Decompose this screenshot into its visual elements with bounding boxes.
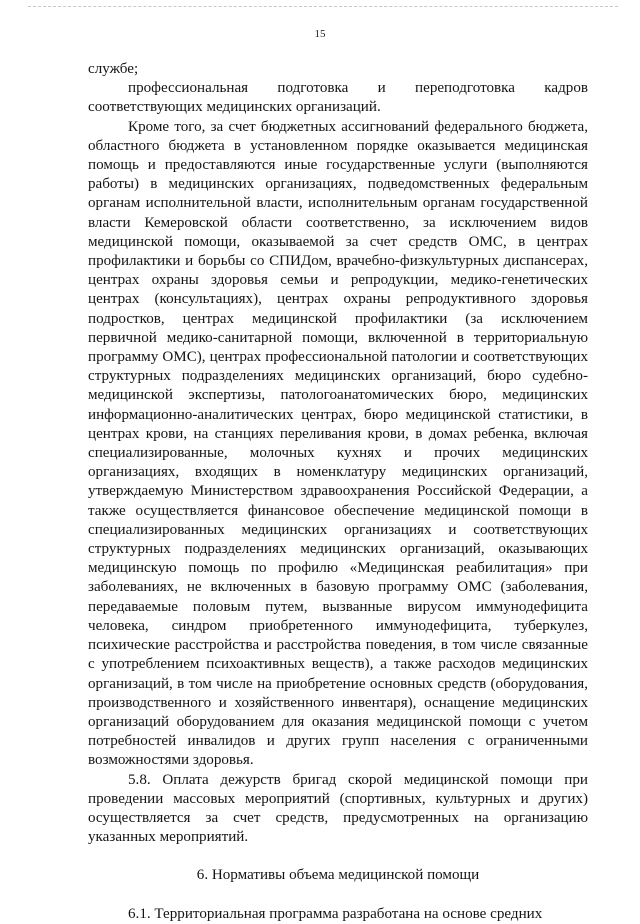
scan-edge-line [28,6,618,7]
paragraph-budget-allocations: Кроме того, за счет бюджетных ассигнований федерального бюджета, областного бюджета в установленном порядке оказывается медицинская помощь и предоставляются иные государственные услуги (выполняются работы) в медицинских организациях, подведомственных федеральным органам исполнительной власти, исполнительным органам государственной власти Кемеровской области соответственно, за исключением видов медицинской помощи, оказываемой за счет средств ОМС, в центрах профилактики и борьбы со СПИДом, врачебно-физкультурных диспансерах, центрах охраны здоровья семьи и репродукции, медико-генетических центрах (консультациях), центрах охраны репродуктивного здоровья подростков, центрах медицинской профилактики (за исключением первичной медико-санитарной помощи, включенной в территориальную программу ОМС), центрах профессиональной патологии и соответствующих структурных подразделениях медицинских организаций, бюро судебно-медицинской экспертизы, патологоанатомических бюро, медицинских информационно-аналитических центрах, бюро медицинской статистики, в центрах крови, на станциях переливания крови, в домах ребенка, включая специализированные, молочных кухнях и прочих медицинских организациях, входящих в номенклатуру медицинских организаций, утверждаемую Министерством здравоохранения Российской Федерации, а также осуществляется финансовое обеспечение медицинской помощи в специализированных медицинских организациях и соответствующих структурных подразделениях медицинских организаций, оказывающих медицинскую помощь по профилю «Медицинская реабилитация» при заболеваниях, не включенных в базовую программу ОМС (заболевания, передаваемые половым путем, вызванные вирусом иммунодефицита человека, синдром приобретенного иммунодефицита, туберкулез, психические расстройства и расстройства поведения, в том числе связанные с употреблением психоактивных веществ), а также расходов медицинских организаций, в том числе на приобретение основных средств (оборудования, производственного и хозяйственного инвентаря), оснащение медицинских организаций оборудованием для оказания медицинской помощи с учетом потребностей инвалидов и других групп населения с ограниченными возможностями здоровья. [88,118,588,769]
page-number: 15 [314,28,326,40]
paragraph-continuation: службе; [88,61,139,77]
paragraph-5-8: 5.8. Оплата дежурств бригад скорой медицинской помощи при проведении массовых мероприятий (спортивных, культурных и других) осуществляется за счет средств, предусмотренных на организацию указанных мероприятий. [88,771,588,846]
paragraph-6-1: 6.1. Территориальная программа разработана на основе средних [128,905,543,922]
section-heading: 6. Нормативы объема медицинской помощи [196,867,480,884]
document-body [88,60,588,924]
paragraph-training: профессиональная подготовка и переподготовка кадров соответствующих медицинских организаций. [88,80,588,116]
